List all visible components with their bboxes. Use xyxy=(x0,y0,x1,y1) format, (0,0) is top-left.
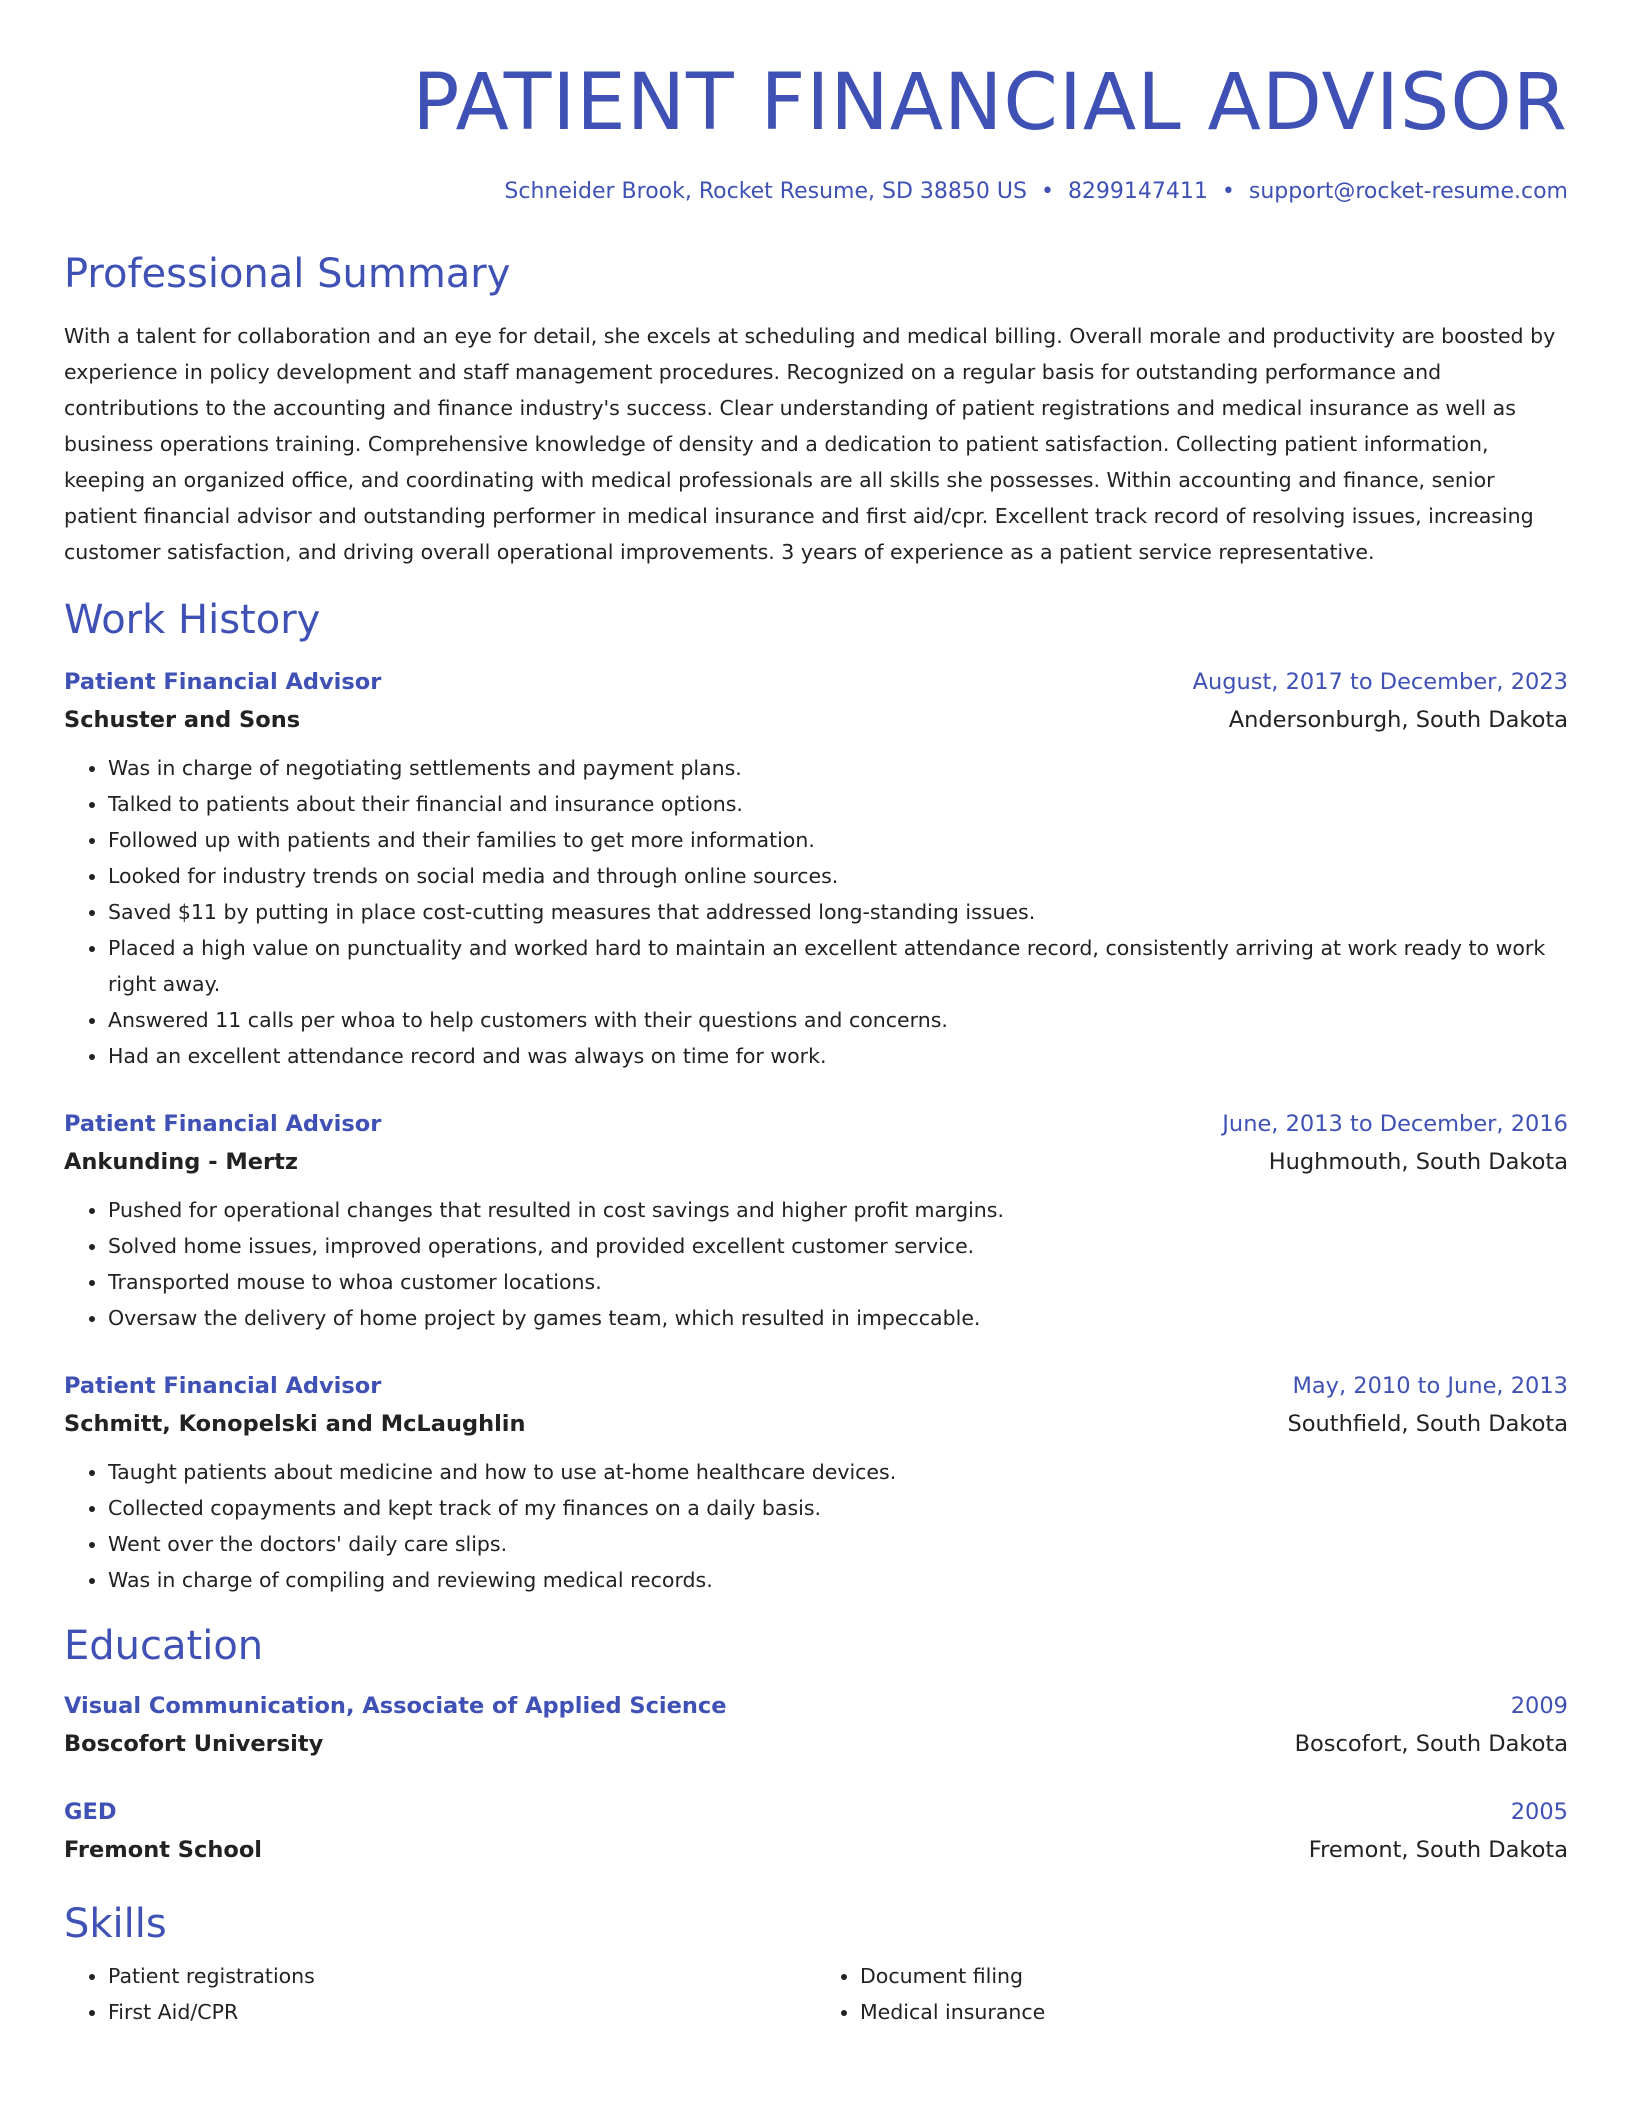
education-school-row xyxy=(64,1830,1568,1870)
job-bullet-list xyxy=(64,1454,1568,1598)
job-header-row xyxy=(64,1106,1568,1142)
job-header-row xyxy=(64,1368,1568,1404)
job-bullet: • Solved home issues, improved operations, and provided excellent customer service. xyxy=(108,1228,1568,1264)
job-bullet: • Transported mouse to whoa customer locations. xyxy=(108,1264,1568,1300)
job-bullet: • Followed up with patients and their families to get more information. xyxy=(108,822,1568,858)
job-location: Hughmouth, South Dakota xyxy=(1268,1149,1568,1175)
job-entry xyxy=(64,1368,1568,1598)
job-dates: May, 2010 to June, 2013 xyxy=(1292,1373,1568,1399)
job-entry xyxy=(64,664,1568,1074)
job-bullet: • Went over the doctors' daily care slips. xyxy=(108,1526,1568,1562)
job-company: Schmitt, Konopelski and McLaughlin xyxy=(64,1411,526,1437)
education-header-row xyxy=(64,1688,1568,1724)
job-bullet: • Taught patients about medicine and how to use at-home healthcare devices. xyxy=(108,1454,1568,1490)
skill-item: • First Aid/CPR xyxy=(108,1994,816,2030)
contact-email[interactable]: support@rocket-resume.com xyxy=(1248,179,1568,204)
education-heading: Education xyxy=(64,1623,264,1669)
skills-heading: Skills xyxy=(64,1901,167,1947)
job-bullet-list xyxy=(64,750,1568,1074)
job-bullet: • Collected copayments and kept track of my finances on a daily basis. xyxy=(108,1490,1568,1526)
job-bullet: • Pushed for operational changes that resulted in cost savings and higher profit margins. xyxy=(108,1192,1568,1228)
education-location: Boscofort, South Dakota xyxy=(1294,1731,1568,1757)
education-entry xyxy=(64,1688,1568,1764)
job-bullet: • Had an excellent attendance record and was always on time for work. xyxy=(108,1038,1568,1074)
contact-line xyxy=(64,178,1568,206)
skill-item: • Patient registrations xyxy=(108,1958,816,1994)
job-company-row xyxy=(64,1404,1568,1444)
job-title: Patient Financial Advisor xyxy=(64,1373,382,1399)
job-dates: August, 2017 to December, 2023 xyxy=(1192,669,1568,695)
job-bullet: • Saved $11 by putting in place cost-cutting measures that addressed long-standing issues. xyxy=(108,894,1568,930)
skills-column-left xyxy=(64,1958,816,2030)
job-location: Southfield, South Dakota xyxy=(1287,1411,1568,1437)
job-bullet: • Looked for industry trends on social media and through online sources. xyxy=(108,858,1568,894)
job-entry xyxy=(64,1106,1568,1336)
education-school-row xyxy=(64,1724,1568,1764)
job-bullet: • Was in charge of compiling and reviewing medical records. xyxy=(108,1562,1568,1598)
job-title: Patient Financial Advisor xyxy=(64,1111,382,1137)
job-company: Schuster and Sons xyxy=(64,707,301,733)
education-degree: Visual Communication, Associate of Applied Science xyxy=(64,1693,727,1719)
summary-text: With a talent for collaboration and an eye for detail, she excels at scheduling and medical billing. Overall morale and productivity are boosted by experience in policy development and staff management procedures. Recognized on a regular basis for outstanding performance and contributions to the accounting and finance industry's success. Clear understanding of patient registrations and medical insurance as well as business operations training. Comprehensive knowledge of density and a dedication to patient satisfaction. Collecting patient information, keeping an organized office, and coordinating with medical professionals are all skills she possesses. Within accounting and finance, senior patient financial advisor and outstanding performer in medical insurance and first aid/cpr. Excellent track record of resolving issues, increasing customer satisfaction, and driving overall operational improvements. 3 years of experience as a patient service representative. xyxy=(64,324,1556,564)
education-entry xyxy=(64,1794,1568,1870)
education-header-row xyxy=(64,1794,1568,1830)
resume-title: PATIENT FINANCIAL ADVISOR xyxy=(412,58,1568,148)
job-location: Andersonburgh, South Dakota xyxy=(1228,707,1568,733)
job-bullet: • Was in charge of negotiating settlements and payment plans. xyxy=(108,750,1568,786)
job-company-row xyxy=(64,1142,1568,1182)
education-degree: GED xyxy=(64,1799,117,1825)
job-company-row xyxy=(64,700,1568,740)
education-school: Boscofort University xyxy=(64,1731,324,1757)
education-year: 2009 xyxy=(1510,1693,1568,1719)
skill-item: • Document filing xyxy=(860,1958,1568,1994)
education-location: Fremont, South Dakota xyxy=(1308,1837,1568,1863)
skills-column-right xyxy=(816,1958,1568,2030)
job-title: Patient Financial Advisor xyxy=(64,669,382,695)
job-bullet: • Answered 11 calls per whoa to help customers with their questions and concerns. xyxy=(108,1002,1568,1038)
job-bullet: • Talked to patients about their financial and insurance options. xyxy=(108,786,1568,822)
education-school: Fremont School xyxy=(64,1837,262,1863)
contact-address: Schneider Brook, Rocket Resume, SD 38850 US xyxy=(504,179,1027,204)
contact-separator: • xyxy=(1221,179,1235,204)
job-bullet: • Oversaw the delivery of home project by games team, which resulted in impeccable. xyxy=(108,1300,1568,1336)
summary-heading: Professional Summary xyxy=(64,251,511,297)
contact-separator: • xyxy=(1040,179,1054,204)
job-bullet-list xyxy=(64,1192,1568,1336)
work-history-heading: Work History xyxy=(64,597,321,643)
job-dates: June, 2013 to December, 2016 xyxy=(1222,1111,1568,1137)
job-header-row xyxy=(64,664,1568,700)
contact-phone: 8299147411 xyxy=(1067,179,1208,204)
job-bullet: • Placed a high value on punctuality and worked hard to maintain an excellent attendance record, consistently arriving at work ready to work right away. xyxy=(108,930,1568,1002)
job-company: Ankunding - Mertz xyxy=(64,1149,298,1175)
education-year: 2005 xyxy=(1510,1799,1568,1825)
skills-list xyxy=(64,1958,1568,2030)
skill-item: • Medical insurance xyxy=(860,1994,1568,2030)
